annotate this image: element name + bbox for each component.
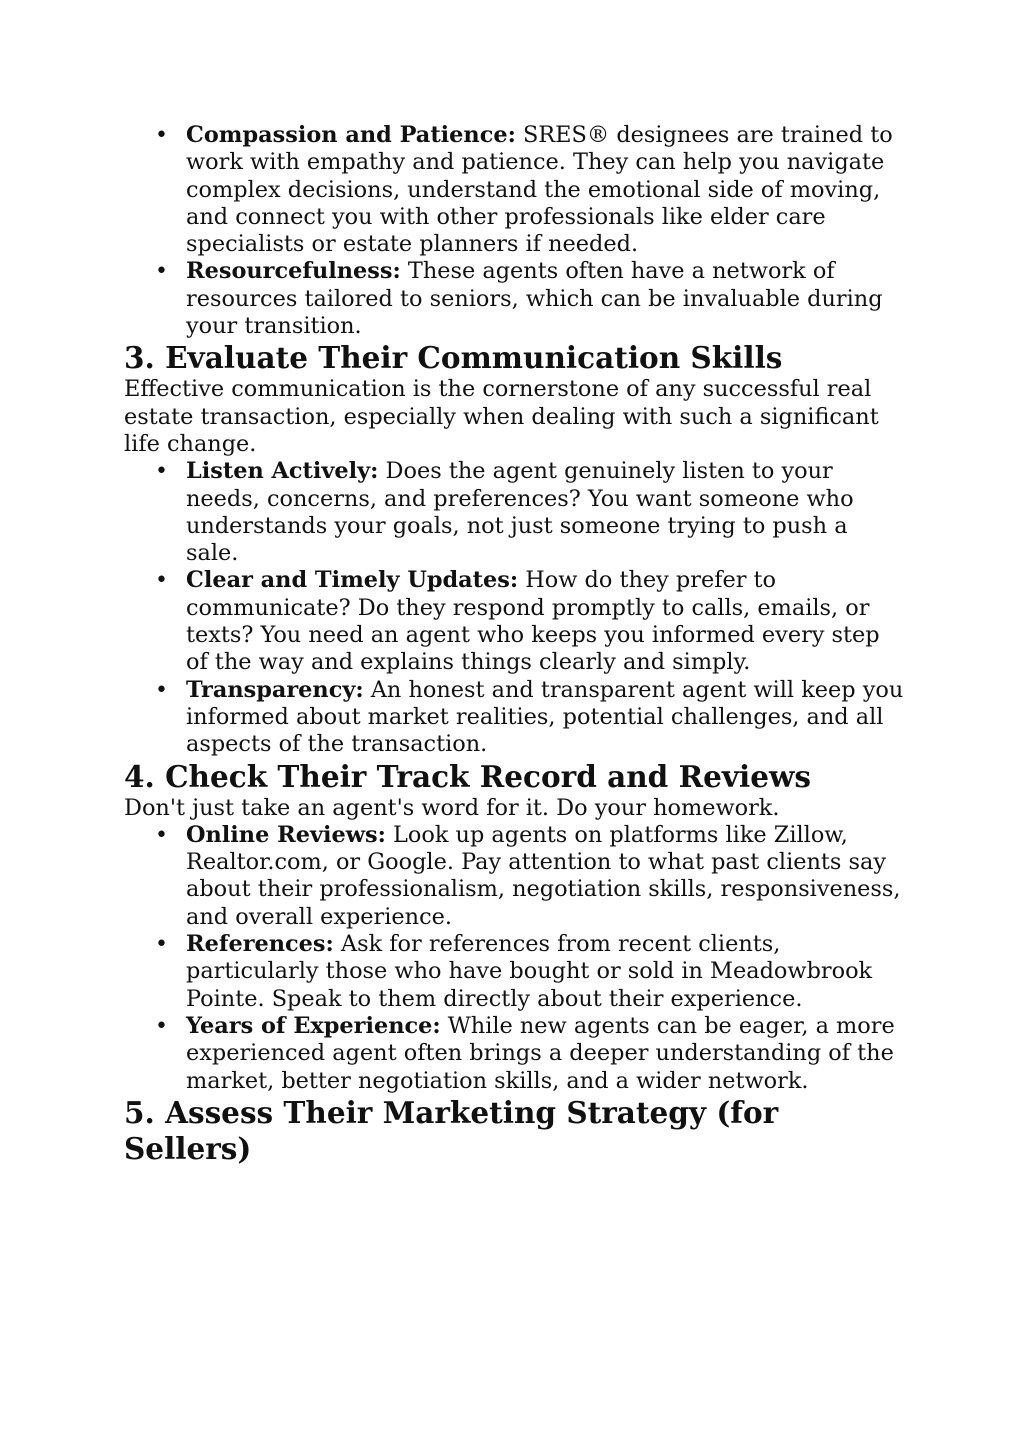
item-text: SRES® designees are trained to work with empathy and patience. They can help you navigate complex decisions, understand the emotional side of moving, and connect you with other professionals like elder care specialists or estate planners if needed.	[186, 122, 893, 258]
bullet-icon: •	[155, 1013, 168, 1039]
item-text: While new agents can be eager, a more experienced agent often brings a deeper understanding of the market, better negotiation skills, and a wider network.	[186, 1012, 895, 1094]
document-page	[124, 122, 904, 1167]
bullet-icon: •	[155, 568, 168, 594]
item-label: Online Reviews:	[186, 821, 386, 848]
bullet-icon: •	[155, 259, 168, 285]
list-item	[155, 458, 904, 567]
bullet-icon: •	[155, 932, 168, 958]
bullet-icon: •	[155, 822, 168, 848]
bullet-list-section-3	[124, 458, 904, 758]
item-label: Compassion and Patience:	[186, 122, 516, 148]
list-item	[155, 676, 904, 759]
section-heading-3: 3. Evaluate Their Communication Skills	[124, 340, 783, 376]
list-item	[155, 567, 904, 676]
list-item	[155, 821, 904, 931]
item-label: Years of Experience:	[186, 1012, 441, 1039]
item-label: Transparency:	[186, 676, 364, 703]
bullet-icon: •	[155, 123, 168, 148]
bullet-icon: •	[155, 677, 168, 703]
item-label: Listen Actively:	[186, 458, 379, 485]
item-text: Does the agent genuinely listen to your needs, concerns, and preferences? You want someone who understands your goals, not just someone trying to push a sale.	[186, 458, 854, 567]
item-text: How do they prefer to communicate? Do they respond promptly to calls, emails, or texts? You need an agent who keeps you informed every step of the way and explains things clearly and simply.	[186, 567, 880, 676]
item-text: An honest and transparent agent will keep you informed about market realities, potential challenges, and all aspects of the transaction.	[186, 676, 904, 758]
bullet-icon: •	[155, 459, 168, 485]
section-intro-4: Don't just take an agent's word for it. Do your homework.	[124, 794, 780, 821]
list-item	[155, 1012, 904, 1095]
item-text: Ask for references from recent clients, particularly those who have bought or sold in Meadowbrook Pointe. Speak to them directly about their experience.	[186, 931, 873, 1012]
bullet-list-section-4	[124, 822, 904, 1095]
section-heading-4: 4. Check Their Track Record and Reviews	[124, 758, 811, 794]
item-label: Clear and Timely Updates:	[186, 567, 519, 594]
list-item	[155, 122, 904, 258]
list-item	[155, 258, 904, 340]
item-text: These agents often have a network of resources tailored to seniors, which can be invaluable during your transition.	[186, 258, 883, 340]
item-label: References:	[186, 931, 334, 958]
list-item	[155, 931, 904, 1013]
section-intro-3: Effective communication is the cornerstone of any successful real estate transaction, especially when dealing with such a significant life change.	[124, 376, 879, 457]
bullet-list-top	[124, 122, 904, 340]
item-label: Resourcefulness:	[186, 258, 401, 285]
section-heading-5: 5. Assess Their Marketing Strategy (for Sellers)	[124, 1094, 779, 1166]
item-text: Look up agents on platforms like Zillow, Realtor.com, or Google. Pay attention to what past clients say about their professionalism, negotiation skills, responsiveness, and overall experience.	[186, 821, 901, 930]
